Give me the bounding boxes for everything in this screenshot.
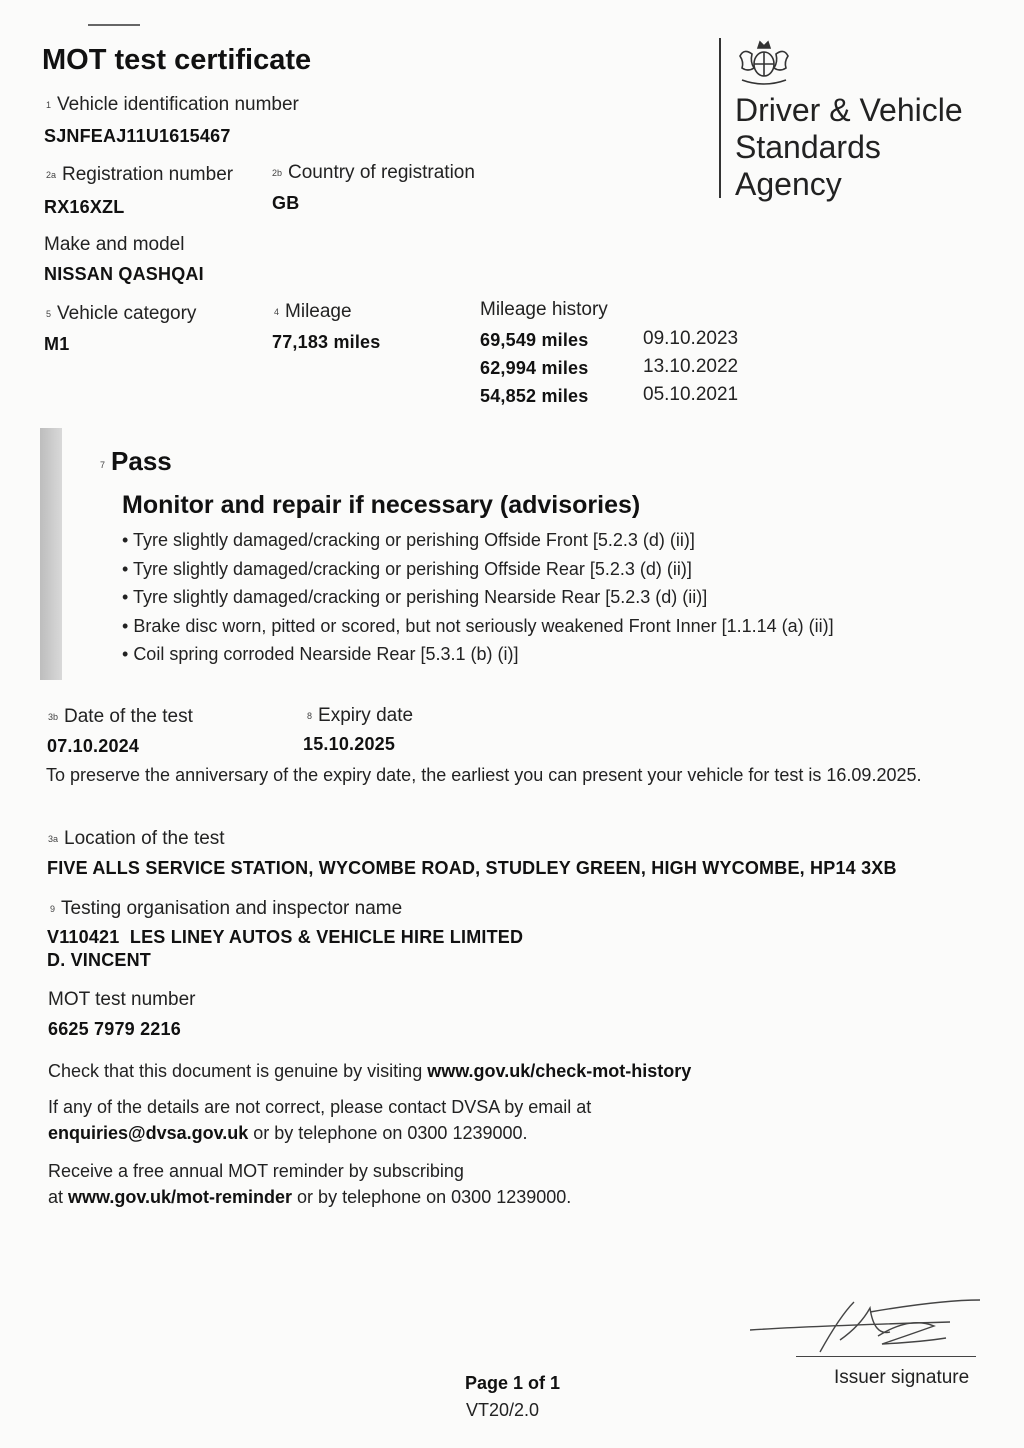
- organisation-name: LES LINEY AUTOS & VEHICLE HIRE LIMITED: [129, 927, 524, 947]
- test-date-value: 07.10.2024: [47, 736, 140, 756]
- location-label: 3a Location of the test: [48, 828, 225, 849]
- top-rule: [88, 24, 140, 26]
- contact-note: If any of the details are not correct, please contact DVSA by email at enquiries@dvsa.gov.uk or by telephone on 0300 1239000.: [48, 1097, 592, 1143]
- result-side-bar: [40, 428, 62, 680]
- mileage-history-miles: 69,549 miles: [480, 330, 589, 350]
- advisories-heading: Monitor and repair if necessary (advisories): [122, 491, 641, 519]
- result-status: 7 Pass: [100, 446, 172, 476]
- page-number: Page 1 of 1: [465, 1373, 561, 1393]
- vin-number: 1: [46, 100, 52, 110]
- registration-label: 2a Registration number: [46, 164, 234, 185]
- advisories-list: [122, 526, 834, 669]
- organisation-code: V110421: [47, 927, 120, 947]
- page-title: MOT test certificate: [42, 44, 312, 76]
- mileage-label: 4 Mileage: [274, 301, 352, 322]
- agency-name: [735, 92, 963, 203]
- form-code: VT20/2.0: [466, 1400, 540, 1420]
- royal-crest-icon: [732, 38, 796, 88]
- test-number-label: MOT test number: [48, 989, 196, 1010]
- organisation-value: [47, 927, 523, 948]
- anniversary-note: To preserve the anniversary of the expiry date, the earliest you can present your vehicle for test is 16.09.2025.: [46, 765, 922, 785]
- issuer-signature-label: Issuer signature: [834, 1367, 970, 1388]
- category-value: M1: [44, 334, 70, 354]
- expiry-date-label: 8 Expiry date: [307, 705, 414, 726]
- category-label: 5 Vehicle category: [46, 303, 197, 324]
- mileage-history-miles: 54,852 miles: [480, 386, 589, 406]
- vin-label: 1 Vehicle identification number: [46, 94, 299, 115]
- country-value: GB: [272, 193, 300, 213]
- advisory-item: • Tyre slightly damaged/cracking or perishing Offside Front [5.2.3 (d) (ii)]: [122, 530, 695, 550]
- country-label: 2b Country of registration: [272, 162, 475, 183]
- agency-line-1: Driver & Vehicle: [735, 92, 963, 128]
- make-model-label: Make and model: [44, 234, 185, 255]
- organisation-label: 9 Testing organisation and inspector name: [50, 898, 403, 919]
- reminder-note: Receive a free annual MOT reminder by subscribing at www.gov.uk/mot-reminder or by telephone on 0300 1239000.: [48, 1161, 572, 1207]
- location-value: FIVE ALLS SERVICE STATION, WYCOMBE ROAD, STUDLEY GREEN, HIGH WYCOMBE, HP14 3XB: [47, 858, 897, 878]
- mileage-history-label: Mileage history: [480, 299, 608, 320]
- advisory-item: • Tyre slightly damaged/cracking or perishing Nearside Rear [5.2.3 (d) (ii)]: [122, 587, 708, 607]
- advisory-item: • Brake disc worn, pitted or scored, but not seriously weakened Front Inner [1.1.14 (a) (ii)]: [122, 615, 834, 636]
- test-date-label: 3b Date of the test: [48, 706, 193, 727]
- check-note: Check that this document is genuine by visiting www.gov.uk/check-mot-history: [48, 1061, 692, 1081]
- make-model-value: NISSAN QASHQAI: [44, 264, 204, 284]
- agency-line-3: Agency: [735, 166, 842, 202]
- signature-line: [796, 1356, 976, 1357]
- mileage-history-miles: 62,994 miles: [480, 358, 589, 378]
- mileage-history-date: 13.10.2022: [643, 356, 739, 377]
- vin-value: SJNFEAJ11U1615467: [44, 126, 231, 146]
- mileage-value: 77,183 miles: [272, 332, 381, 352]
- contact-email-link[interactable]: enquiries@dvsa.gov.uk: [48, 1123, 249, 1143]
- mileage-history-date: 09.10.2023: [643, 328, 739, 349]
- issuer-signature-mark: [750, 1296, 980, 1358]
- advisory-item: • Coil spring corroded Nearside Rear [5.3.1 (b) (i)]: [122, 644, 519, 664]
- inspector-name: D. VINCENT: [47, 950, 152, 970]
- registration-value: RX16XZL: [44, 197, 125, 217]
- agency-line-2: Standards: [735, 129, 881, 165]
- test-number-value: 6625 7979 2216: [48, 1019, 181, 1039]
- agency-divider: [719, 38, 721, 198]
- check-mot-history-link[interactable]: www.gov.uk/check-mot-history: [427, 1061, 692, 1081]
- advisory-item: • Tyre slightly damaged/cracking or perishing Offside Rear [5.2.3 (d) (ii)]: [122, 558, 692, 579]
- mot-reminder-link[interactable]: www.gov.uk/mot-reminder: [68, 1187, 293, 1207]
- expiry-date-value: 15.10.2025: [303, 734, 396, 754]
- mileage-history-date: 05.10.2021: [643, 384, 739, 405]
